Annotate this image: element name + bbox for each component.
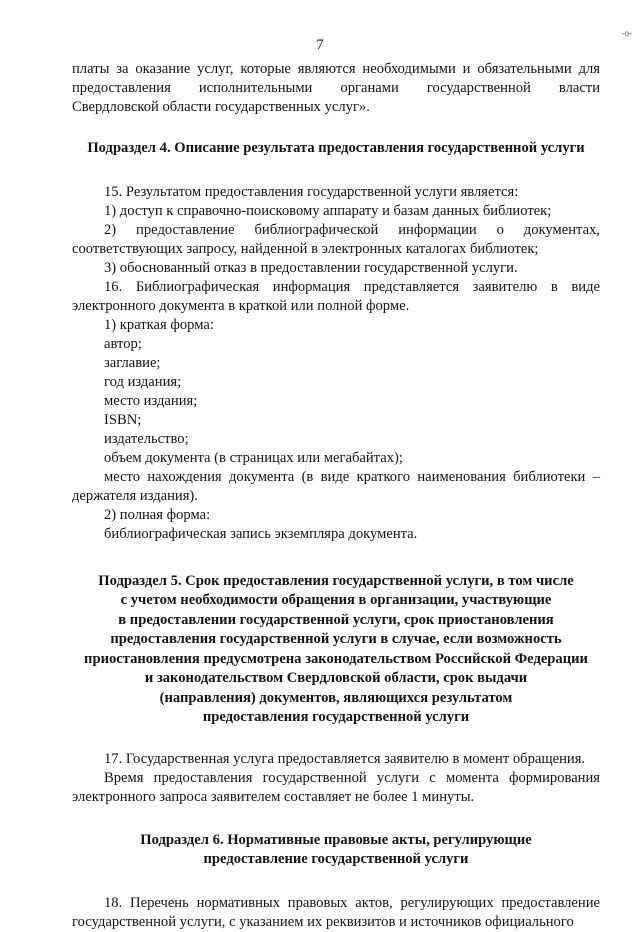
short-form-field: заглавие; bbox=[104, 354, 161, 371]
paragraph-17: 17. Государственная услуга предоставляется заявителю в момент обращения. bbox=[104, 750, 586, 767]
intro-line-2: предоставления исполнительными органами государственной власти bbox=[72, 80, 600, 96]
short-form-field: год издания; bbox=[104, 373, 182, 390]
page-content bbox=[72, 60, 600, 932]
paragraph-18: 18. Перечень нормативных правовых актов, регулирующих предоставление государственной услуги, с указанием их реквизитов и источников официального bbox=[72, 894, 600, 930]
paragraph-16: 16. Библиографическая информация представляется заявителю в виде электронного документа в краткой или полной форме. bbox=[72, 278, 600, 314]
short-form-fields bbox=[72, 335, 600, 468]
service-time-paragraph: Время предоставления государственной услуги с момента формирования электронного запроса заявителем составляет не более 1 минуты. bbox=[72, 769, 600, 805]
subsection-6-heading-line: Подраздел 6. Нормативные правовые акты, регулирующие bbox=[140, 831, 532, 848]
subsection-5-heading-line: (направления) документов, являющихся результатом bbox=[159, 689, 513, 706]
short-form-field: объем документа (в страницах или мегабайтах); bbox=[104, 449, 403, 466]
full-form-title: 2) полная форма: bbox=[104, 506, 211, 523]
short-form-field: автор; bbox=[104, 335, 142, 352]
subsection-5-heading-line: Подраздел 5. Срок предоставления государственной услуги, в том числе bbox=[98, 572, 574, 589]
subsection-5-heading bbox=[72, 572, 600, 728]
paragraph-15: 15. Результатом предоставления государственной услуги является: bbox=[104, 183, 519, 200]
subsection-6-heading-line: предоставление государственной услуги bbox=[203, 851, 469, 867]
subsection-5-heading-line: с учетом необходимости обращения в организации, участвующие bbox=[120, 592, 552, 608]
subsection-6-heading bbox=[72, 831, 600, 870]
intro-line-1: платы за оказание услуг, которые являются необходимыми и обязательными для bbox=[72, 61, 600, 77]
short-form-title: 1) краткая форма: bbox=[104, 316, 214, 333]
full-form-text: библиографическая запись экземпляра документа. bbox=[104, 525, 418, 542]
subsection-5-heading-line: приостановления предусмотрена законодательством Российской Федерации bbox=[84, 650, 588, 667]
result-item-3: 3) обоснованный отказ в предоставлении государственной услуги. bbox=[104, 259, 518, 276]
subsection-5-heading-line: в предоставлении государственной услуги, срок приостановления bbox=[118, 611, 554, 628]
subsection-5-heading-line: и законодательством Свердловской области, срок выдачи bbox=[144, 670, 528, 686]
subsection-5-heading-line: предоставления государственной услуги bbox=[202, 709, 470, 725]
short-form-field: ISBN; bbox=[104, 411, 142, 428]
scan-corner-mark: -o- bbox=[621, 28, 632, 38]
short-form-field: место издания; bbox=[104, 392, 198, 409]
page-number: 7 bbox=[316, 37, 324, 53]
short-form-field: издательство; bbox=[104, 430, 189, 447]
subsection-5-heading-line: предоставления государственной услуги в случае, если возможность bbox=[110, 631, 562, 647]
result-item-1: 1) доступ к справочно-поисковому аппарату и базам данных библиотек; bbox=[104, 202, 552, 219]
short-form-location: место нахождения документа (в виде краткого наименования библиотеки – держателя издания). bbox=[72, 468, 600, 504]
subsection-4-heading: Подраздел 4. Описание результата предоставления государственной услуги bbox=[87, 140, 585, 156]
result-item-2: 2) предоставление библиографической информации о документах, соответствующих запросу, найденной в электронных каталогах библиотек; bbox=[72, 221, 600, 257]
intro-line-3: Свердловской области государственных услуг». bbox=[72, 99, 370, 115]
intro-paragraph bbox=[72, 60, 600, 117]
